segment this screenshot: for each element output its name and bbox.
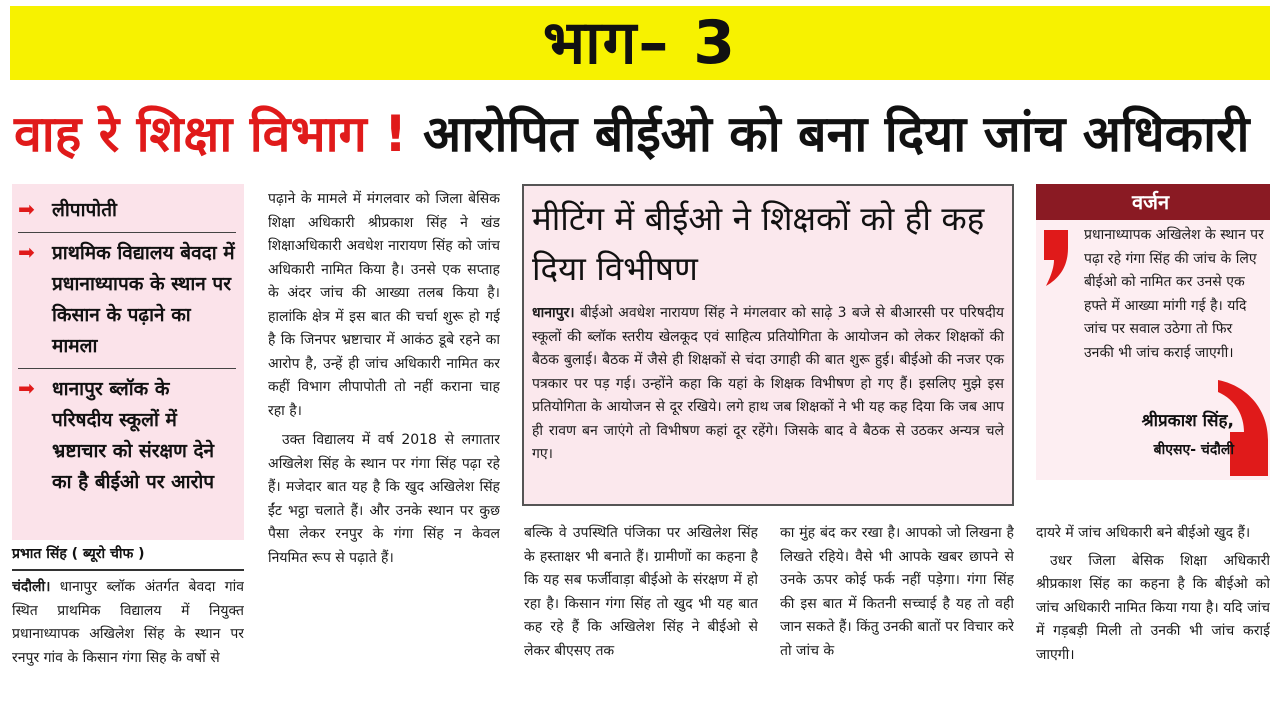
article-paragraph: दायरे में जांच अधिकारी बने बीईओ खुद हैं। xyxy=(1036,525,1251,541)
highlight-label: लीपापोती xyxy=(52,199,117,221)
highlight-item xyxy=(18,190,236,233)
article-text: का मुंह बंद कर रखा है। आपको जो लिखना है लिखते रहिये। वैसे भी आपके खबर छापने से उनके ऊपर कोई फर्क नहीं पड़ेगा। गंगा सिंह की इस बात में कितनी सच्चाई है यह तो वही जान सकते हैं। किंतु उनकी बातों पर विचार करे तो जांच के xyxy=(780,525,1014,659)
article-column-1 xyxy=(12,576,244,708)
headline xyxy=(14,86,1270,178)
arrow-bullet-icon: ➡ xyxy=(18,240,35,264)
boxed-story-text xyxy=(532,302,1004,467)
section-banner xyxy=(10,6,1270,80)
highlights-sidebar xyxy=(12,184,244,540)
boxed-story-body: बीईओ अवधेश नारायण सिंह ने मंगलवार को साढ़े 3 बजे से बीआरसी पर परिषदीय स्कूलों की ब्लॉक स्तरीय खेलकूद एवं साहित्य प्रतियोगिता के आयोजन को लेकर शिक्षकों की बैठक बुलाई। बैठक में जैसे ही शिक्षकों से चंदा उगाही की बात शुरू हुई। बीईओ की नजर एक पत्रकार पर पड़ गई। उन्होंने कहा कि यहां के शिक्षक विभीषण हो गए हैं। इसलिए मुझे इस प्रतियोगिता के आयोजन से दूर रखिये। लगे हाथ जब शिक्षकों ने भी यह कह दिया कि जब आप ही रावण बन जाएंगे तो विभीषण कहां दूर रहेंगे। जिसके बाद वे बैठक से उठकर अन्यत्र चले गए। xyxy=(532,305,1005,462)
arrow-bullet-icon: ➡ xyxy=(18,197,35,221)
quote-box xyxy=(1036,184,1270,480)
arrow-bullet-icon: ➡ xyxy=(18,376,35,400)
quote-body: प्रधानाध्यापक अखिलेश के स्थान पर पढ़ा रहे गंगा सिंह की जांच के लिए बीईओ को नामित कर उनसे एक हफ्ते में आख्या मांगी गई है। यदि जांच पर सवाल उठेगा तो फिर उनकी भी जांच कराई जाएगी। xyxy=(1084,227,1264,361)
article-column-3 xyxy=(524,522,758,708)
article-text: बल्कि वे उपस्थिति पंजिका पर अखिलेश सिंह के हस्ताक्षर भी बनाते हैं। ग्रामीणों का कहना है कि यह सब फर्जीवाड़ा बीईओ के संरक्षण में हो रहा है। किसान गंगा सिंह तो खुद भी यह बात कह रहे हैं कि अखिलेश सिंह ने बीईओ से लेकर बीएसए तक xyxy=(524,525,758,659)
article-column-5 xyxy=(1036,522,1270,708)
quote-author-name: श्रीप्रकाश सिंह, xyxy=(1141,411,1234,431)
boxed-story xyxy=(522,184,1014,506)
quote-text xyxy=(1044,224,1266,365)
article-column-4 xyxy=(780,522,1014,708)
boxed-story-dateline: धानापुर। xyxy=(532,305,575,321)
quote-heading: वर्जन xyxy=(1036,184,1270,220)
headline-red: वाह रे शिक्षा विभाग ! xyxy=(14,105,407,163)
article-column-2 xyxy=(268,188,500,708)
byline: प्रभात सिंह ( ब्यूरो चीफ ) xyxy=(12,544,244,571)
article-text: धानापुर ब्लॉक अंतर्गत बेवदा गांव स्थित प्राथमिक विद्यालय में नियुक्त प्रधानाध्यापक अखिलेश सिंह के स्थान पर रनपुर गांव के किसान गंगा सिह के वर्षो से xyxy=(12,579,244,666)
article-paragraph: पढ़ाने के मामले में मंगलवार को जिला बेसिक शिक्षा अधिकारी श्रीप्रकाश सिंह ने खंड शिक्षाअधिकारी अवधेश नारायण सिंह को जांच अधिकारी नामित किया है। उनसे एक सप्ताह के अंदर जांच की आख्या तलब किया है। हालांकि क्षेत्र में इस बात की चर्चा शुरू हो गई है कि जिनपर भ्रष्टाचार में आकंठ डूबे रहने का आरोप है, उन्हें ही जांच अधिकारी नामित कर कहीं विभाग लीपापोती तो नहीं कराना चाह रहा है। xyxy=(268,191,500,419)
quote-author-role: बीएसए- चंदौली xyxy=(1153,442,1234,458)
highlight-item xyxy=(18,233,236,369)
highlight-item xyxy=(18,369,236,504)
banner-title: भाग– 3 xyxy=(542,8,738,78)
highlight-label: प्राथमिक विद्यालय बेवदा में प्रधानाध्यापक के स्थान पर किसान के पढ़ाने का मामला xyxy=(52,242,235,357)
boxed-story-title: मीटिंग में बीईओ ने शिक्षकों को ही कह दिया विभीषण xyxy=(532,199,985,288)
article-paragraph: उक्त विद्यालय में वर्ष 2018 से लगातार अखिलेश सिंह के स्थान पर गंगा सिंह पढ़ा रहे हैं। मजेदार बात यह है कि खुद अखिलेश सिंह ईंट भट्ठा चलाते हैं। और उनके स्थान पर कुछ पैसा लेकर रनपुर के गंगा सिंह न केवल नियमित रूप से पढ़ाते हैं। xyxy=(268,432,500,566)
article-paragraph: उधर जिला बेसिक शिक्षा अधिकारी श्रीप्रकाश सिंह का कहना है कि बीईओ को जांच अधिकारी नामित किया गया है। यदि जांच में गड़बड़ी मिली तो उनकी भी जांच कराई जाएगी। xyxy=(1036,552,1270,663)
highlight-label: धानापुर ब्लॉक के परिषदीय स्कूलों में भ्रष्टाचार को संरक्षण देने का है बीईओ पर आरोप xyxy=(52,378,215,493)
dateline: चंदौली। xyxy=(12,579,51,595)
headline-black: आरोपित बीईओ को बना दिया जांच अधिकारी xyxy=(422,105,1250,163)
